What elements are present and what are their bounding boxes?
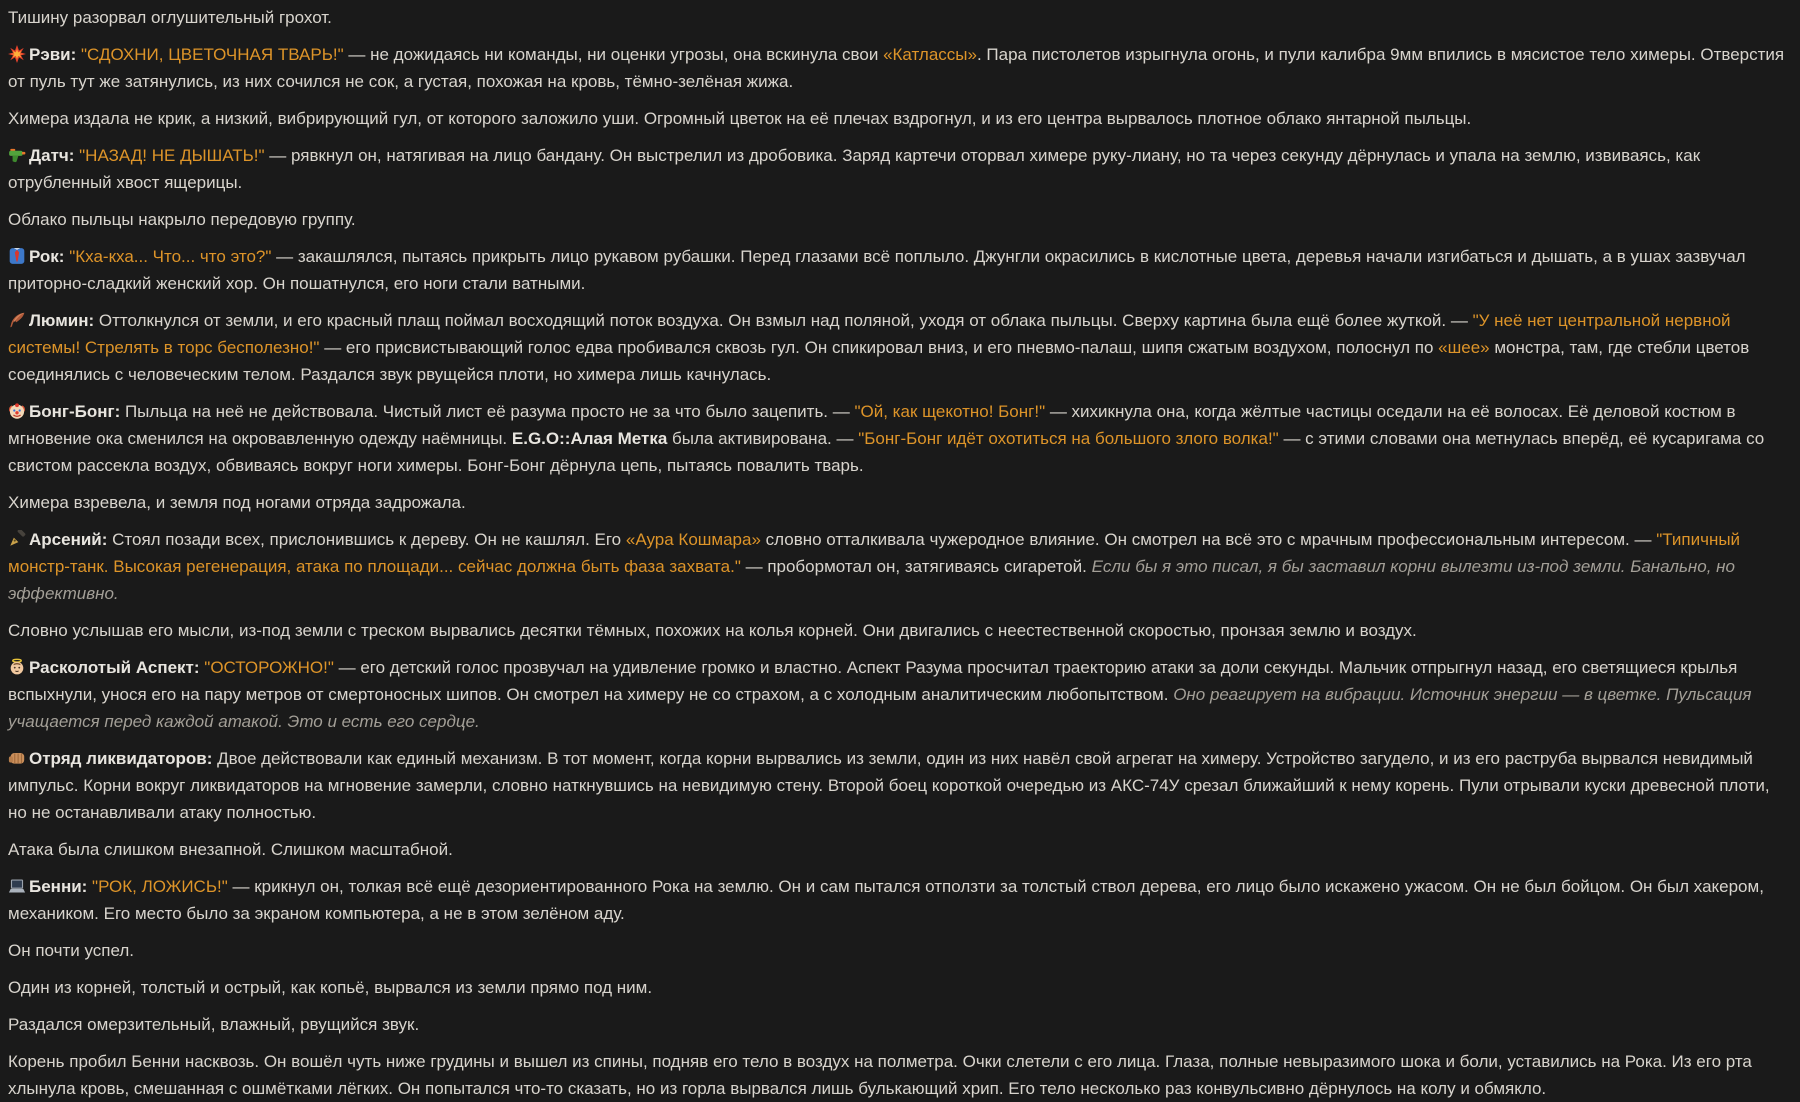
story-content (8, 4, 1790, 1102)
character-name: Арсений: (29, 530, 108, 549)
narration-text: Химера взревела, и земля под ногами отряда задрожала. (8, 493, 466, 512)
paragraph (8, 974, 1790, 1001)
narration-text: — с этими словами она метнулась вперёд, её кусаригама со свистом рассекла воздух, обвиваясь вокруг ноги химеры. Бонг-Бонг дёрнула цепь, пытаясь повалить тварь. (8, 429, 1765, 475)
fist-icon (8, 749, 26, 767)
dialogue-text: "НАЗАД! НЕ ДЫШАТЬ!" (74, 146, 265, 165)
dialogue-text: "Бонг-Бонг идёт охотиться на большого злого волка!" (858, 429, 1279, 448)
dialogue-text: "СДОХНИ, ЦВЕТОЧНАЯ ТВАРЬ!" (76, 45, 344, 64)
paragraph (8, 142, 1790, 196)
baby-angel-icon (8, 658, 26, 676)
character-name: Бенни: (29, 877, 88, 896)
paragraph (8, 243, 1790, 297)
fountain-pen-icon (8, 530, 26, 548)
narration-text: — хихикнула она, когда жёлтые частицы оседали на её волосах. Её деловой костюм в мгновение ока сменился на окровавленную одежду наёмницы. (8, 402, 1736, 448)
narration-text: — не дожидаясь ни команды, ни оценки угрозы, она вскинула свои (343, 45, 884, 64)
paragraph (8, 105, 1790, 132)
narration-text: Облако пыльцы накрыло передовую группу. (8, 210, 356, 229)
dialogue-text: «Аура Кошмара» (625, 530, 761, 549)
character-name: Отряд ликвидаторов: (29, 749, 213, 768)
necktie-icon (8, 247, 26, 265)
inner-thought-text: Оно реагирует на вибрации. Источник энергии — в цветке. Пульсация учащается перед каждой атакой. Это и есть его сердце. (8, 685, 1752, 731)
narration-text: — его присвистывающий голос едва пробивался сквозь гул. Он спикировал вниз, и его пневмо-палаш, шипя сжатым воздухом, полоснул по (319, 338, 1439, 357)
explosion-icon (8, 45, 26, 63)
dialogue-text: "Ой, как щекотно! Бонг!" (854, 402, 1046, 421)
paragraph (8, 526, 1790, 607)
paragraph (8, 1011, 1790, 1038)
narration-text: была активирована. — (667, 429, 859, 448)
narration-text: Он почти успел. (8, 941, 135, 960)
paragraph (8, 937, 1790, 964)
narration-text: Атака была слишком внезапной. Слишком масштабной. (8, 840, 453, 859)
narration-text: Тишину разорвал оглушительный грохот. (8, 8, 332, 27)
paragraph (8, 654, 1790, 735)
narration-text: Стоял позади всех, прислонившись к дереву. Он не кашлял. Его (107, 530, 626, 549)
clown-face-icon (8, 402, 26, 420)
narration-text: Раздался омерзительный, влажный, рвущийся звук. (8, 1015, 420, 1034)
paragraph (8, 4, 1790, 31)
narration-text: Оттолкнулся от земли, и его красный плащ поймал восходящий поток воздуха. Он взмыл над поляной, уходя от облака пыльцы. Сверху картина была ещё более жуткой. — (94, 311, 1473, 330)
paragraph (8, 617, 1790, 644)
paragraph (8, 398, 1790, 479)
narration-text: . Пара пистолетов изрыгнула огонь, и пули калибра 9мм впились в мясистое тело химеры. Отверстия от пуль тут же затянулись, из них сочился не сок, а густая, похожая на кровь, тёмно-зелёная жижа. (8, 45, 1785, 91)
character-name: Расколотый Аспект: (29, 658, 200, 677)
dialogue-text: «шее» (1438, 338, 1490, 357)
narration-text: — пробормотал он, затягиваясь сигаретой. (740, 557, 1092, 576)
narration-text: — рявкнул он, натягивая на лицо бандану. Он выстрелил из дробовика. Заряд картечи оторвал химере руку-лиану, но та через секунду дёрнулась и упала на землю, извиваясь, как отрубленный хвост ящерицы. (8, 146, 1701, 192)
narration-text: словно отталкивала чужеродное влияние. Он смотрел на всё это с мрачным профессиональным интересом. — (760, 530, 1657, 549)
dialogue-text: «Катлассы» (883, 45, 977, 64)
narration-text: монстра, там, где стебли цветов соединялись с человеческим телом. Раздался звук рвущейся плоти, но химера лишь качнулась. (8, 338, 1750, 384)
emphasis-text: E.G.O::Алая Метка (511, 429, 668, 448)
feather-icon (8, 311, 26, 329)
laptop-icon (8, 877, 26, 895)
water-pistol-icon (8, 146, 26, 164)
character-name: Рэви: (29, 45, 77, 64)
dialogue-text: "Кха-кха... Что... что это?" (64, 247, 272, 266)
inner-thought-text: Если бы я это писал, я бы заставил корни вылезти из-под земли. Банально, но эффективно. (8, 557, 1735, 603)
dialogue-text: "Типичный монстр-танк. Высокая регенерация, атака по площади... сейчас должна быть фаза захвата." (8, 530, 1741, 576)
narration-text: — крикнул он, толкая всё ещё дезориентированного Рока на землю. Он и сам пытался отползти за толстый ствол дерева, его лицо было искажено ужасом. Он не был бойцом. Он был хакером, механиком. Его место было за экраном компьютера, а не в этом зелёном аду. (8, 877, 1764, 923)
narration-text: Двое действовали как единый механизм. В тот момент, когда корни вырвались из земли, один из них навёл свой агрегат на химеру. Устройство загудело, и из его раструба вырвался невидимый импульс. Корни вокруг ликвидаторов на мгновение замерли, словно наткнувшись на невидимую стену. Второй боец короткой очередью из АКС-74У срезал ближайший к нему корень. Пули отрывали куски древесной плоти, но не останавливали атаку полностью. (8, 749, 1770, 822)
character-name: Рок: (29, 247, 65, 266)
narration-text: Корень пробил Бенни насквозь. Он вошёл чуть ниже грудины и вышел из спины, подняв его тело в воздух на полметра. Очки слетели с его лица. Глаза, полные невыразимого шока и боли, уставились на Рока. Из его рта хлынула кровь, смешанная с ошмётками лёгких. Он попытался что-то сказать, но из горла вырвался лишь булькающий хрип. Его тело несколько раз конвульсивно дёрнулось на колу и обмякло. (8, 1052, 1752, 1098)
paragraph (8, 836, 1790, 863)
character-name: Люмин: (29, 311, 95, 330)
narration-text: — закашлялся, пытаясь прикрыть лицо рукавом рубашки. Перед глазами всё поплыло. Джунгли окрасились в кислотные цвета, деревья начали изгибаться и дышать, а в ушах зазвучал приторно-сладкий женский хор. Он пошатнулся, его ноги стали ватными. (8, 247, 1746, 293)
paragraph (8, 206, 1790, 233)
dialogue-text: "ОСТОРОЖНО!" (199, 658, 334, 677)
paragraph (8, 489, 1790, 516)
narration-text: Словно услышав его мысли, из-под земли с треском вырвались десятки тёмных, похожих на колья корней. Они двигались с неестественной скоростью, пронзая землю и воздух. (8, 621, 1417, 640)
paragraph (8, 745, 1790, 826)
narration-text: Один из корней, толстый и острый, как копьё, вырвался из земли прямо под ним. (8, 978, 653, 997)
paragraph (8, 1048, 1790, 1102)
character-name: Бонг-Бонг: (29, 402, 121, 421)
dialogue-text: "У неё нет центральной нервной системы! Стрелять в торс бесполезно!" (8, 311, 1731, 357)
paragraph (8, 873, 1790, 927)
paragraph (8, 41, 1790, 95)
character-name: Датч: (29, 146, 75, 165)
dialogue-text: "РОК, ЛОЖИСЬ!" (87, 877, 228, 896)
narration-text: Химера издала не крик, а низкий, вибрирующий гул, от которого заложило уши. Огромный цветок на её плечах вздрогнул, и из его центра вырвалось плотное облако янтарной пыльцы. (8, 109, 1472, 128)
narration-text: Пыльца на неё не действовала. Чистый лист её разума просто не за что было зацепить. — (120, 402, 855, 421)
paragraph (8, 307, 1790, 388)
narration-text: — его детский голос прозвучал на удивление громко и властно. Аспект Разума просчитал траекторию атаки за доли секунды. Мальчик отпрыгнул назад, его светящиеся крылья вспыхнули, унося его на пару метров от смертоносных шипов. Он смотрел на химеру не со страхом, а с холодным аналитическим любопытством. (8, 658, 1738, 704)
